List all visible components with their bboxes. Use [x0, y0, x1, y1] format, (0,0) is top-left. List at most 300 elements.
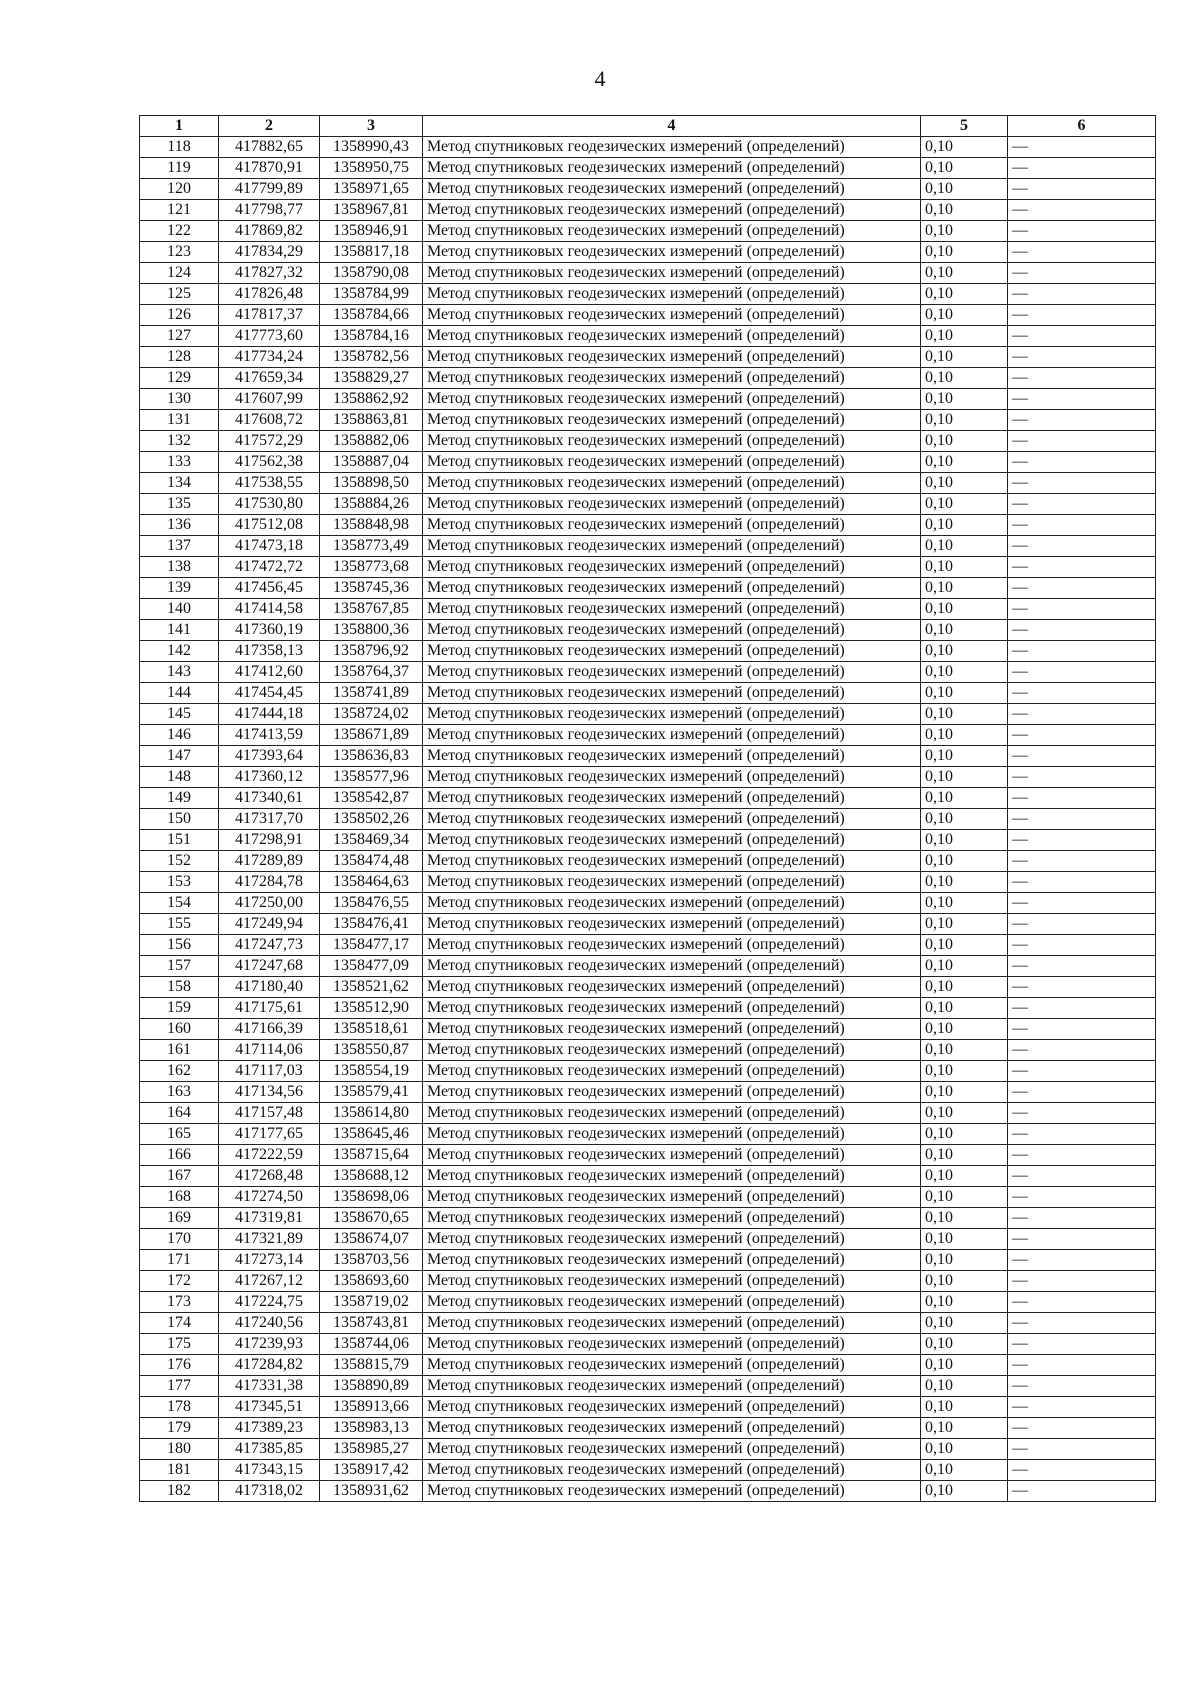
cell-note: —	[1008, 347, 1156, 368]
cell-note: —	[1008, 1145, 1156, 1166]
cell-method: Метод спутниковых геодезических измерений (определений)	[423, 1313, 921, 1334]
header-col-5: 5	[921, 116, 1008, 137]
cell-coord-y: 1358898,50	[320, 473, 423, 494]
cell-point-number: 152	[140, 851, 219, 872]
cell-note: —	[1008, 1061, 1156, 1082]
header-col-3: 3	[320, 116, 423, 137]
cell-accuracy: 0,10	[921, 1481, 1008, 1502]
table-row	[140, 893, 1156, 914]
cell-accuracy: 0,10	[921, 305, 1008, 326]
table-row	[140, 578, 1156, 599]
cell-note: —	[1008, 368, 1156, 389]
cell-coord-x: 417414,58	[219, 599, 320, 620]
cell-coord-y: 1358512,90	[320, 998, 423, 1019]
cell-coord-x: 417389,23	[219, 1418, 320, 1439]
cell-coord-x: 417317,70	[219, 809, 320, 830]
cell-method: Метод спутниковых геодезических измерений (определений)	[423, 1292, 921, 1313]
cell-accuracy: 0,10	[921, 410, 1008, 431]
table-row	[140, 1271, 1156, 1292]
cell-coord-x: 417268,48	[219, 1166, 320, 1187]
cell-coord-y: 1358550,87	[320, 1040, 423, 1061]
cell-coord-y: 1358784,16	[320, 326, 423, 347]
table-row	[140, 1229, 1156, 1250]
cell-note: —	[1008, 851, 1156, 872]
table-row	[140, 1187, 1156, 1208]
cell-method: Метод спутниковых геодезических измерений (определений)	[423, 893, 921, 914]
cell-note: —	[1008, 473, 1156, 494]
cell-point-number: 157	[140, 956, 219, 977]
cell-accuracy: 0,10	[921, 347, 1008, 368]
cell-accuracy: 0,10	[921, 1313, 1008, 1334]
table-row	[140, 914, 1156, 935]
cell-point-number: 169	[140, 1208, 219, 1229]
cell-method: Метод спутниковых геодезических измерений (определений)	[423, 935, 921, 956]
cell-note: —	[1008, 536, 1156, 557]
cell-method: Метод спутниковых геодезических измерений (определений)	[423, 662, 921, 683]
table-row	[140, 1061, 1156, 1082]
table-row	[140, 641, 1156, 662]
cell-method: Метод спутниковых геодезических измерений (определений)	[423, 557, 921, 578]
cell-point-number: 145	[140, 704, 219, 725]
cell-note: —	[1008, 1040, 1156, 1061]
cell-coord-x: 417608,72	[219, 410, 320, 431]
table-row	[140, 326, 1156, 347]
cell-point-number: 167	[140, 1166, 219, 1187]
cell-coord-x: 417289,89	[219, 851, 320, 872]
cell-coord-x: 417343,15	[219, 1460, 320, 1481]
cell-method: Метод спутниковых геодезических измерений (определений)	[423, 1166, 921, 1187]
table-row	[140, 431, 1156, 452]
cell-point-number: 159	[140, 998, 219, 1019]
table-row	[140, 1208, 1156, 1229]
cell-point-number: 160	[140, 1019, 219, 1040]
cell-point-number: 132	[140, 431, 219, 452]
cell-coord-x: 417247,68	[219, 956, 320, 977]
cell-accuracy: 0,10	[921, 998, 1008, 1019]
cell-point-number: 171	[140, 1250, 219, 1271]
cell-note: —	[1008, 683, 1156, 704]
table-row	[140, 515, 1156, 536]
cell-method: Метод спутниковых геодезических измерений (определений)	[423, 1082, 921, 1103]
cell-coord-x: 417870,91	[219, 158, 320, 179]
header-col-2: 2	[219, 116, 320, 137]
table-row	[140, 809, 1156, 830]
cell-coord-y: 1358773,49	[320, 536, 423, 557]
cell-accuracy: 0,10	[921, 494, 1008, 515]
cell-note: —	[1008, 809, 1156, 830]
cell-coord-x: 417473,18	[219, 536, 320, 557]
cell-coord-y: 1358884,26	[320, 494, 423, 515]
cell-coord-x: 417413,59	[219, 725, 320, 746]
table-row	[140, 599, 1156, 620]
header-col-6: 6	[1008, 116, 1156, 137]
cell-method: Метод спутниковых геодезических измерений (определений)	[423, 998, 921, 1019]
cell-accuracy: 0,10	[921, 1208, 1008, 1229]
cell-method: Метод спутниковых геодезических измерений (определений)	[423, 1187, 921, 1208]
cell-method: Метод спутниковых геодезических измерений (определений)	[423, 137, 921, 158]
table-row	[140, 767, 1156, 788]
table-row	[140, 1019, 1156, 1040]
cell-point-number: 122	[140, 221, 219, 242]
table-row	[140, 137, 1156, 158]
cell-coord-x: 417456,45	[219, 578, 320, 599]
cell-point-number: 137	[140, 536, 219, 557]
cell-coord-x: 417318,02	[219, 1481, 320, 1502]
cell-coord-y: 1358967,81	[320, 200, 423, 221]
cell-coord-y: 1358800,36	[320, 620, 423, 641]
cell-accuracy: 0,10	[921, 263, 1008, 284]
cell-point-number: 170	[140, 1229, 219, 1250]
cell-accuracy: 0,10	[921, 1397, 1008, 1418]
cell-coord-y: 1358790,08	[320, 263, 423, 284]
cell-coord-x: 417331,38	[219, 1376, 320, 1397]
cell-accuracy: 0,10	[921, 515, 1008, 536]
cell-accuracy: 0,10	[921, 1166, 1008, 1187]
cell-method: Метод спутниковых геодезических измерений (определений)	[423, 1334, 921, 1355]
cell-coord-x: 417134,56	[219, 1082, 320, 1103]
cell-coord-x: 417385,85	[219, 1439, 320, 1460]
cell-note: —	[1008, 1166, 1156, 1187]
cell-coord-y: 1358796,92	[320, 641, 423, 662]
table-row	[140, 347, 1156, 368]
cell-point-number: 153	[140, 872, 219, 893]
table-row	[140, 179, 1156, 200]
cell-method: Метод спутниковых геодезических измерений (определений)	[423, 368, 921, 389]
cell-coord-x: 417274,50	[219, 1187, 320, 1208]
cell-accuracy: 0,10	[921, 431, 1008, 452]
cell-note: —	[1008, 1271, 1156, 1292]
cell-point-number: 174	[140, 1313, 219, 1334]
cell-method: Метод спутниковых геодезических измерений (определений)	[423, 1481, 921, 1502]
cell-accuracy: 0,10	[921, 767, 1008, 788]
cell-point-number: 120	[140, 179, 219, 200]
cell-note: —	[1008, 1250, 1156, 1271]
cell-point-number: 144	[140, 683, 219, 704]
cell-coord-x: 417319,81	[219, 1208, 320, 1229]
table-body	[140, 137, 1156, 1502]
cell-coord-y: 1358477,17	[320, 935, 423, 956]
cell-coord-y: 1358815,79	[320, 1355, 423, 1376]
cell-coord-y: 1358614,80	[320, 1103, 423, 1124]
cell-method: Метод спутниковых геодезических измерений (определений)	[423, 515, 921, 536]
cell-coord-x: 417345,51	[219, 1397, 320, 1418]
table-row	[140, 1166, 1156, 1187]
cell-coord-x: 417512,08	[219, 515, 320, 536]
cell-note: —	[1008, 935, 1156, 956]
cell-coord-x: 417284,82	[219, 1355, 320, 1376]
table-row	[140, 1397, 1156, 1418]
cell-point-number: 123	[140, 242, 219, 263]
cell-accuracy: 0,10	[921, 389, 1008, 410]
cell-point-number: 176	[140, 1355, 219, 1376]
cell-note: —	[1008, 389, 1156, 410]
cell-method: Метод спутниковых геодезических измерений (определений)	[423, 977, 921, 998]
cell-coord-x: 417826,48	[219, 284, 320, 305]
cell-coord-x: 417412,60	[219, 662, 320, 683]
cell-coord-y: 1358784,99	[320, 284, 423, 305]
cell-note: —	[1008, 872, 1156, 893]
cell-accuracy: 0,10	[921, 872, 1008, 893]
cell-point-number: 147	[140, 746, 219, 767]
table-row	[140, 263, 1156, 284]
cell-note: —	[1008, 1292, 1156, 1313]
cell-accuracy: 0,10	[921, 473, 1008, 494]
cell-coord-y: 1358971,65	[320, 179, 423, 200]
cell-point-number: 161	[140, 1040, 219, 1061]
cell-coord-x: 417175,61	[219, 998, 320, 1019]
cell-coord-x: 417827,32	[219, 263, 320, 284]
cell-coord-y: 1358985,27	[320, 1439, 423, 1460]
cell-accuracy: 0,10	[921, 1334, 1008, 1355]
cell-coord-y: 1358674,07	[320, 1229, 423, 1250]
cell-method: Метод спутниковых геодезических измерений (определений)	[423, 620, 921, 641]
table-row	[140, 1145, 1156, 1166]
cell-method: Метод спутниковых геодезических измерений (определений)	[423, 872, 921, 893]
cell-coord-y: 1358715,64	[320, 1145, 423, 1166]
cell-note: —	[1008, 578, 1156, 599]
cell-point-number: 146	[140, 725, 219, 746]
cell-coord-y: 1358848,98	[320, 515, 423, 536]
cell-accuracy: 0,10	[921, 242, 1008, 263]
cell-method: Метод спутниковых геодезических измерений (определений)	[423, 305, 921, 326]
cell-note: —	[1008, 767, 1156, 788]
cell-note: —	[1008, 179, 1156, 200]
cell-method: Метод спутниковых геодезических измерений (определений)	[423, 431, 921, 452]
cell-method: Метод спутниковых геодезических измерений (определений)	[423, 746, 921, 767]
cell-accuracy: 0,10	[921, 137, 1008, 158]
cell-note: —	[1008, 284, 1156, 305]
cell-note: —	[1008, 788, 1156, 809]
cell-coord-y: 1358703,56	[320, 1250, 423, 1271]
table-row	[140, 830, 1156, 851]
cell-method: Метод спутниковых геодезических измерений (определений)	[423, 410, 921, 431]
cell-point-number: 182	[140, 1481, 219, 1502]
cell-coord-y: 1358518,61	[320, 1019, 423, 1040]
cell-coord-y: 1358863,81	[320, 410, 423, 431]
cell-accuracy: 0,10	[921, 200, 1008, 221]
cell-point-number: 178	[140, 1397, 219, 1418]
cell-point-number: 140	[140, 599, 219, 620]
cell-note: —	[1008, 1397, 1156, 1418]
cell-accuracy: 0,10	[921, 788, 1008, 809]
cell-accuracy: 0,10	[921, 1145, 1008, 1166]
cell-accuracy: 0,10	[921, 158, 1008, 179]
cell-accuracy: 0,10	[921, 935, 1008, 956]
table-row	[140, 998, 1156, 1019]
cell-accuracy: 0,10	[921, 851, 1008, 872]
table-row	[140, 494, 1156, 515]
cell-point-number: 154	[140, 893, 219, 914]
cell-coord-y: 1358741,89	[320, 683, 423, 704]
cell-method: Метод спутниковых геодезических измерений (определений)	[423, 1019, 921, 1040]
cell-note: —	[1008, 515, 1156, 536]
cell-note: —	[1008, 305, 1156, 326]
cell-point-number: 133	[140, 452, 219, 473]
cell-method: Метод спутниковых геодезических измерений (определений)	[423, 788, 921, 809]
cell-coord-x: 417659,34	[219, 368, 320, 389]
cell-coord-x: 417180,40	[219, 977, 320, 998]
table-row	[140, 452, 1156, 473]
cell-coord-x: 417321,89	[219, 1229, 320, 1250]
cell-coord-x: 417114,06	[219, 1040, 320, 1061]
cell-accuracy: 0,10	[921, 1250, 1008, 1271]
cell-accuracy: 0,10	[921, 956, 1008, 977]
cell-coord-x: 417117,03	[219, 1061, 320, 1082]
cell-accuracy: 0,10	[921, 809, 1008, 830]
table-row	[140, 1376, 1156, 1397]
table-row	[140, 1103, 1156, 1124]
cell-coord-x: 417530,80	[219, 494, 320, 515]
cell-coord-x: 417224,75	[219, 1292, 320, 1313]
cell-point-number: 151	[140, 830, 219, 851]
cell-method: Метод спутниковых геодезических измерений (определений)	[423, 242, 921, 263]
cell-method: Метод спутниковых геодезических измерений (определений)	[423, 1355, 921, 1376]
cell-point-number: 127	[140, 326, 219, 347]
cell-coord-y: 1358882,06	[320, 431, 423, 452]
cell-point-number: 129	[140, 368, 219, 389]
table-row	[140, 620, 1156, 641]
cell-method: Метод спутниковых геодезических измерений (определений)	[423, 1397, 921, 1418]
cell-coord-y: 1358983,13	[320, 1418, 423, 1439]
cell-accuracy: 0,10	[921, 326, 1008, 347]
header-col-4: 4	[423, 116, 921, 137]
table-row	[140, 1313, 1156, 1334]
table-row	[140, 557, 1156, 578]
cell-point-number: 179	[140, 1418, 219, 1439]
cell-method: Метод спутниковых геодезических измерений (определений)	[423, 809, 921, 830]
cell-method: Метод спутниковых геодезических измерений (определений)	[423, 494, 921, 515]
cell-method: Метод спутниковых геодезических измерений (определений)	[423, 1229, 921, 1250]
cell-coord-y: 1358764,37	[320, 662, 423, 683]
cell-accuracy: 0,10	[921, 221, 1008, 242]
table-row	[140, 158, 1156, 179]
cell-point-number: 128	[140, 347, 219, 368]
cell-coord-y: 1358767,85	[320, 599, 423, 620]
cell-note: —	[1008, 221, 1156, 242]
cell-point-number: 126	[140, 305, 219, 326]
cell-point-number: 118	[140, 137, 219, 158]
cell-method: Метод спутниковых геодезических измерений (определений)	[423, 1271, 921, 1292]
cell-coord-y: 1358476,41	[320, 914, 423, 935]
cell-coord-y: 1358784,66	[320, 305, 423, 326]
page-number: 4	[594, 66, 606, 91]
cell-accuracy: 0,10	[921, 368, 1008, 389]
cell-coord-y: 1358773,68	[320, 557, 423, 578]
cell-accuracy: 0,10	[921, 284, 1008, 305]
cell-note: —	[1008, 1334, 1156, 1355]
cell-coord-x: 417562,38	[219, 452, 320, 473]
cell-coord-x: 417249,94	[219, 914, 320, 935]
table-header-row	[140, 116, 1156, 137]
cell-accuracy: 0,10	[921, 1061, 1008, 1082]
cell-accuracy: 0,10	[921, 578, 1008, 599]
table-row	[140, 1040, 1156, 1061]
cell-point-number: 130	[140, 389, 219, 410]
cell-method: Метод спутниковых геодезических измерений (определений)	[423, 830, 921, 851]
cell-note: —	[1008, 1229, 1156, 1250]
cell-method: Метод спутниковых геодезических измерений (определений)	[423, 704, 921, 725]
cell-note: —	[1008, 1376, 1156, 1397]
cell-accuracy: 0,10	[921, 452, 1008, 473]
cell-coord-y: 1358782,56	[320, 347, 423, 368]
cell-note: —	[1008, 1103, 1156, 1124]
cell-coord-y: 1358917,42	[320, 1460, 423, 1481]
cell-coord-y: 1358476,55	[320, 893, 423, 914]
cell-coord-x: 417298,91	[219, 830, 320, 851]
cell-coord-x: 417358,13	[219, 641, 320, 662]
cell-method: Метод спутниковых геодезических измерений (определений)	[423, 1208, 921, 1229]
cell-method: Метод спутниковых геодезических измерений (определений)	[423, 1460, 921, 1481]
cell-coord-x: 417882,65	[219, 137, 320, 158]
cell-coord-y: 1358931,62	[320, 1481, 423, 1502]
cell-method: Метод спутниковых геодезических измерений (определений)	[423, 200, 921, 221]
table-row	[140, 851, 1156, 872]
table-row	[140, 305, 1156, 326]
table-row	[140, 1355, 1156, 1376]
cell-note: —	[1008, 200, 1156, 221]
table-row	[140, 1250, 1156, 1271]
cell-point-number: 125	[140, 284, 219, 305]
cell-coord-x: 417393,64	[219, 746, 320, 767]
cell-point-number: 175	[140, 1334, 219, 1355]
cell-note: —	[1008, 977, 1156, 998]
cell-method: Метод спутниковых геодезических измерений (определений)	[423, 1103, 921, 1124]
cell-method: Метод спутниковых геодезических измерений (определений)	[423, 221, 921, 242]
cell-coord-y: 1358502,26	[320, 809, 423, 830]
cell-accuracy: 0,10	[921, 893, 1008, 914]
cell-note: —	[1008, 1208, 1156, 1229]
cell-coord-y: 1358744,06	[320, 1334, 423, 1355]
cell-coord-x: 417239,93	[219, 1334, 320, 1355]
cell-point-number: 138	[140, 557, 219, 578]
cell-note: —	[1008, 1313, 1156, 1334]
cell-note: —	[1008, 998, 1156, 1019]
cell-accuracy: 0,10	[921, 746, 1008, 767]
table-row	[140, 536, 1156, 557]
cell-note: —	[1008, 1082, 1156, 1103]
cell-accuracy: 0,10	[921, 1460, 1008, 1481]
cell-coord-y: 1358890,89	[320, 1376, 423, 1397]
cell-method: Метод спутниковых геодезических измерений (определений)	[423, 1040, 921, 1061]
cell-accuracy: 0,10	[921, 620, 1008, 641]
cell-coord-y: 1358913,66	[320, 1397, 423, 1418]
cell-coord-x: 417340,61	[219, 788, 320, 809]
cell-accuracy: 0,10	[921, 1355, 1008, 1376]
cell-note: —	[1008, 914, 1156, 935]
cell-accuracy: 0,10	[921, 557, 1008, 578]
cell-coord-x: 417817,37	[219, 305, 320, 326]
cell-coord-x: 417177,65	[219, 1124, 320, 1145]
cell-accuracy: 0,10	[921, 977, 1008, 998]
cell-coord-y: 1358477,09	[320, 956, 423, 977]
table-row	[140, 284, 1156, 305]
cell-point-number: 166	[140, 1145, 219, 1166]
cell-coord-x: 417834,29	[219, 242, 320, 263]
table-row	[140, 410, 1156, 431]
cell-coord-y: 1358745,36	[320, 578, 423, 599]
table-row	[140, 1334, 1156, 1355]
table-row	[140, 389, 1156, 410]
cell-coord-y: 1358671,89	[320, 725, 423, 746]
cell-point-number: 139	[140, 578, 219, 599]
cell-coord-y: 1358950,75	[320, 158, 423, 179]
cell-method: Метод спутниковых геодезических измерений (определений)	[423, 683, 921, 704]
cell-point-number: 150	[140, 809, 219, 830]
cell-note: —	[1008, 137, 1156, 158]
cell-accuracy: 0,10	[921, 1019, 1008, 1040]
cell-coord-x: 417267,12	[219, 1271, 320, 1292]
cell-method: Метод спутниковых геодезических измерений (определений)	[423, 1418, 921, 1439]
